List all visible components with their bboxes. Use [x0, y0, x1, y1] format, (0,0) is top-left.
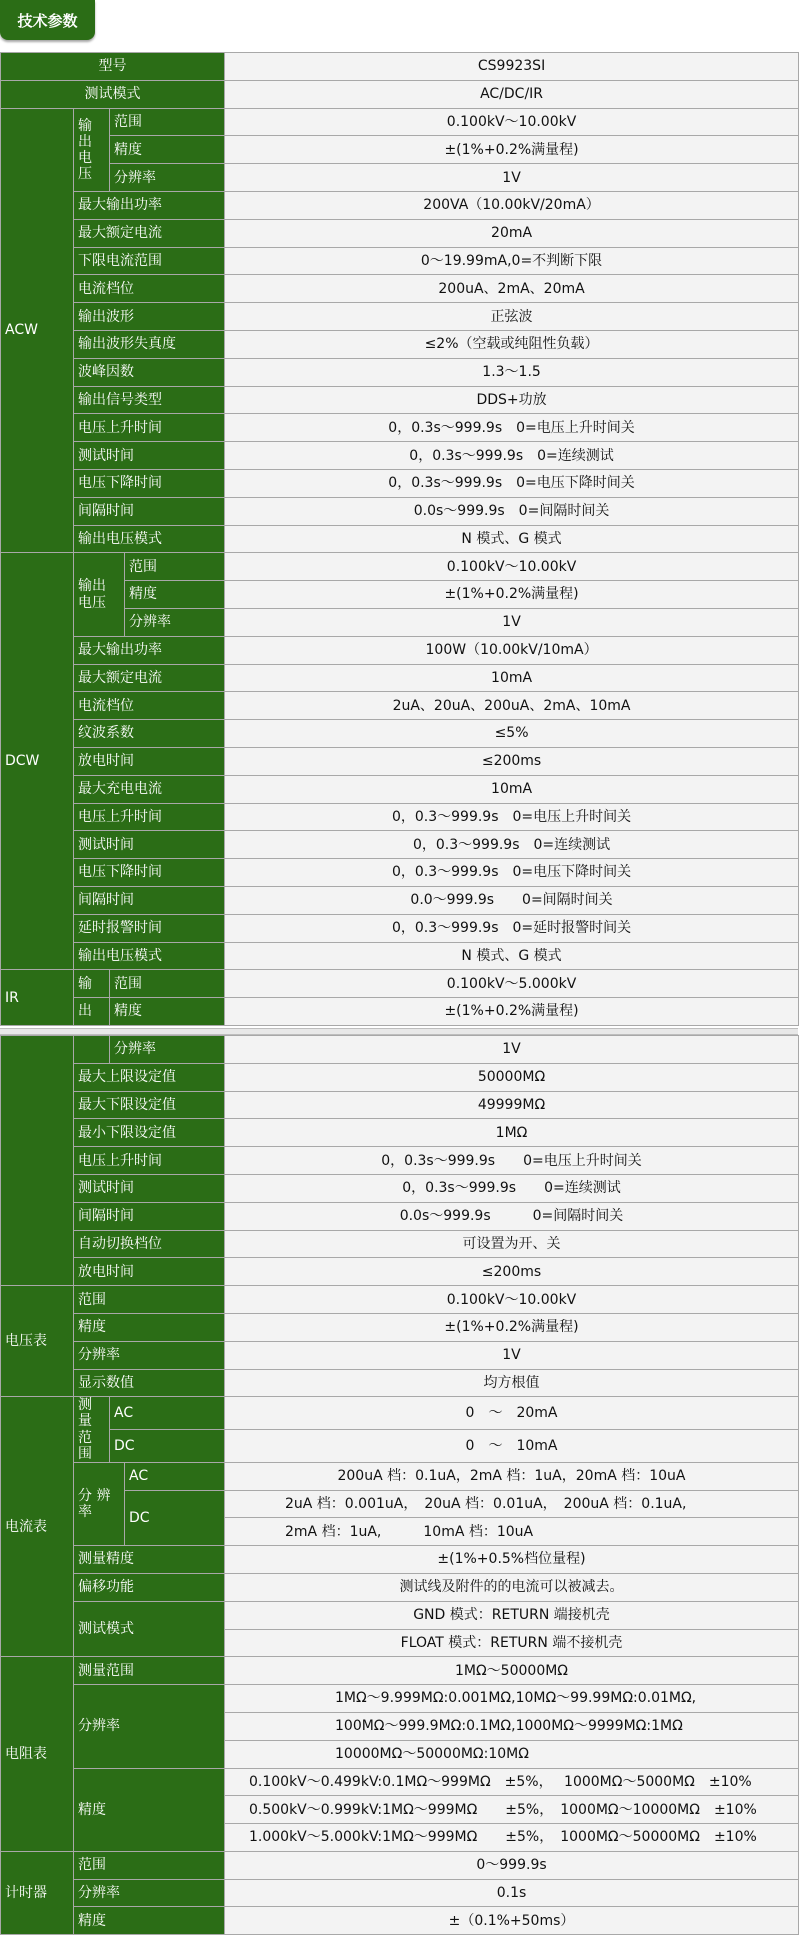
table-row: [1, 164, 799, 192]
acw-param-label: 最大额定电流: [74, 219, 225, 247]
dcw-param-value: ≤5%: [225, 720, 799, 748]
table-row: [1, 775, 799, 803]
voltmeter-param-label: 精度: [74, 1313, 225, 1341]
dcw-param-value: 10mA: [225, 664, 799, 692]
ohmmeter-acc-1: 0.100kV～0.499kV:0.1MΩ～999MΩ ±5%， 1000MΩ～5000MΩ ±10%: [225, 1768, 799, 1796]
ammeter-range-label: 测量 范围: [74, 1397, 110, 1462]
section-title-tab: 技术参数: [0, 0, 95, 40]
acw-param-label: 输出波形失真度: [74, 330, 225, 358]
spec-table-main: [0, 52, 799, 1026]
table-row: [1, 108, 799, 136]
acw-resolution-value: 1V: [225, 164, 799, 192]
dcw-param-label: 电压下降时间: [74, 859, 225, 887]
acw-param-value: 1.3～1.5: [225, 358, 799, 386]
acw-param-value: 0，0.3s～999.9s 0=电压下降时间关: [225, 469, 799, 497]
table-row: [1, 469, 799, 497]
table-row: [1, 1573, 799, 1601]
acw-param-label: 电流档位: [74, 275, 225, 303]
acw-range-label: 范围: [110, 108, 225, 136]
table-row: [1, 1036, 799, 1064]
dcw-param-label: 放电时间: [74, 747, 225, 775]
ir-param-label: 间隔时间: [74, 1202, 225, 1230]
table-row: [1, 970, 799, 998]
test-mode-label: 测试模式: [1, 80, 225, 108]
voltmeter-param-label: 范围: [74, 1286, 225, 1314]
table-row: [1, 1230, 799, 1258]
dcw-param-label: 测试时间: [74, 831, 225, 859]
ammeter-dc-label: DC: [110, 1430, 225, 1463]
acw-param-label: 下限电流范围: [74, 247, 225, 275]
table-row: [1, 886, 799, 914]
dcw-section-label: DCW: [1, 553, 74, 970]
acw-range-value: 0.100kV～10.00kV: [225, 108, 799, 136]
dcw-param-value: 10mA: [225, 775, 799, 803]
ohmmeter-range-value: 1MΩ～50000MΩ: [225, 1657, 799, 1685]
ir-resolution-value: 1V: [225, 1036, 799, 1064]
ir-param-label: 自动切换档位: [74, 1230, 225, 1258]
ir-resolution-label: 分辨率: [110, 1036, 225, 1064]
ohmmeter-acc-2: 0.500kV～0.999kV:1MΩ～999MΩ ±5%， 1000MΩ～10000MΩ ±10%: [225, 1796, 799, 1824]
acw-param-value: 200uA、2mA、20mA: [225, 275, 799, 303]
ammeter-ac-label: AC: [110, 1397, 225, 1430]
timer-param-value: 0～999.9s: [225, 1851, 799, 1879]
dcw-param-value: 0，0.3～999.9s 0=连续测试: [225, 831, 799, 859]
ir-param-label: 电压上升时间: [74, 1147, 225, 1175]
table-row: [1, 1258, 799, 1286]
table-row: [1, 53, 799, 81]
ir-range-value: 0.100kV～5.000kV: [225, 970, 799, 998]
dcw-accuracy-label: 精度: [125, 581, 225, 609]
table-row: [1, 1397, 799, 1430]
dcw-param-value: 0.0～999.9s 0=间隔时间关: [225, 886, 799, 914]
table-row: [1, 914, 799, 942]
voltmeter-param-value: 1V: [225, 1341, 799, 1369]
table-row: [1, 275, 799, 303]
timer-param-value: ±（0.1%+50ms）: [225, 1907, 799, 1935]
ammeter-range-ac-value: 0 ～ 20mA: [225, 1397, 799, 1430]
table-row: [1, 1601, 799, 1629]
dcw-param-value: 0，0.3～999.9s 0=电压上升时间关: [225, 803, 799, 831]
dcw-param-value: 0，0.3～999.9s 0=电压下降时间关: [225, 859, 799, 887]
table-row: [1, 358, 799, 386]
table-row: [1, 136, 799, 164]
acw-param-value: 0，0.3s～999.9s 0=电压上升时间关: [225, 414, 799, 442]
dcw-param-value: 100W（10.00kV/10mA）: [225, 636, 799, 664]
dcw-accuracy-value: ±(1%+0.2%满量程): [225, 581, 799, 609]
dcw-param-label: 最大充电电流: [74, 775, 225, 803]
table-row: [1, 219, 799, 247]
table-row: [1, 747, 799, 775]
table-row: [1, 1147, 799, 1175]
dcw-param-label: 纹波系数: [74, 720, 225, 748]
dcw-param-value: N 模式、G 模式: [225, 942, 799, 970]
ir-param-label: 最大上限设定值: [74, 1063, 225, 1091]
timer-param-label: 精度: [74, 1907, 225, 1935]
dcw-resolution-value: 1V: [225, 608, 799, 636]
table-row: [1, 303, 799, 331]
dcw-param-value: 0，0.3～999.9s 0=延时报警时间关: [225, 914, 799, 942]
ir-param-value: 0.0s～999.9s 0=间隔时间关: [225, 1202, 799, 1230]
table-row: [1, 1907, 799, 1935]
ammeter-accuracy-label: 测量精度: [74, 1546, 225, 1574]
table-row: [1, 525, 799, 553]
table-row: [1, 1341, 799, 1369]
table-row: [1, 1462, 799, 1490]
voltmeter-param-label: 显示数值: [74, 1369, 225, 1397]
ohmmeter-acc-3: 1.000kV～5.000kV:1MΩ～999MΩ ±5%， 1000MΩ～50000MΩ ±10%: [225, 1824, 799, 1852]
acw-param-label: 输出信号类型: [74, 386, 225, 414]
ir-param-label: 最大下限设定值: [74, 1091, 225, 1119]
table-row: [1, 553, 799, 581]
table-row: [1, 1174, 799, 1202]
table-row: [1, 859, 799, 887]
ammeter-offset-value: 测试线及附件的的电流可以被减去。: [225, 1573, 799, 1601]
table-row: [1, 1851, 799, 1879]
ir-param-value: 1MΩ: [225, 1119, 799, 1147]
ir-param-label: 测试时间: [74, 1174, 225, 1202]
table-row: [1, 1546, 799, 1574]
table-row: [1, 831, 799, 859]
ir-param-value: 49999MΩ: [225, 1091, 799, 1119]
ir-output-label-2: 出: [74, 998, 110, 1026]
table-row: [1, 1286, 799, 1314]
table-row: [1, 1430, 799, 1463]
voltmeter-section-label: 电压表: [1, 1286, 74, 1397]
acw-param-label: 间隔时间: [74, 497, 225, 525]
timer-param-value: 0.1s: [225, 1879, 799, 1907]
ammeter-res-dc-label: DC: [125, 1490, 225, 1546]
table-row: [1, 1768, 799, 1796]
ammeter-offset-label: 偏移功能: [74, 1573, 225, 1601]
ir-param-label: 放电时间: [74, 1258, 225, 1286]
table-row: [1, 330, 799, 358]
ammeter-res-ac-value: 200uA 档：0.1uA，2mA 档：1uA，20mA 档：10uA: [225, 1462, 799, 1490]
table-row: [1, 942, 799, 970]
acw-param-value: 0～19.99mA,0=不判断下限: [225, 247, 799, 275]
ir-param-label: 最小下限设定值: [74, 1119, 225, 1147]
ir-section-continued: [1, 1036, 74, 1286]
ammeter-mode-value-1: GND 模式：RETURN 端接机壳: [225, 1601, 799, 1629]
table-row: [1, 1313, 799, 1341]
acw-param-label: 电压下降时间: [74, 469, 225, 497]
ir-accuracy-value: ±(1%+0.2%满量程): [225, 998, 799, 1026]
acw-param-label: 波峰因数: [74, 358, 225, 386]
table-row: [1, 1369, 799, 1397]
ir-accuracy-label: 精度: [110, 998, 225, 1026]
ir-output-label-1: 输: [74, 970, 110, 998]
voltmeter-param-value: 均方根值: [225, 1369, 799, 1397]
ir-section-label: IR: [1, 970, 74, 1026]
table-row: [1, 636, 799, 664]
ammeter-res-dc-value-1: 2uA 档：0.001uA， 20uA 档：0.01uA， 200uA 档：0.1uA,: [225, 1490, 799, 1518]
timer-param-label: 范围: [74, 1851, 225, 1879]
dcw-param-label: 间隔时间: [74, 886, 225, 914]
table-row: [1, 1685, 799, 1713]
dcw-range-value: 0.100kV～10.00kV: [225, 553, 799, 581]
acw-param-label: 输出电压模式: [74, 525, 225, 553]
acw-param-value: N 模式、G 模式: [225, 525, 799, 553]
table-row: [1, 692, 799, 720]
acw-param-label: 测试时间: [74, 442, 225, 470]
ammeter-res-ac-label: AC: [125, 1462, 225, 1490]
table-row: [1, 80, 799, 108]
ohmmeter-res-1: 1MΩ～9.999MΩ:0.001MΩ,10MΩ～99.99MΩ:0.01MΩ,: [225, 1685, 799, 1713]
dcw-param-label: 最大输出功率: [74, 636, 225, 664]
ir-output-label-spacer: [74, 1036, 110, 1064]
table-row: [1, 442, 799, 470]
dcw-range-label: 范围: [125, 553, 225, 581]
acw-param-label: 电压上升时间: [74, 414, 225, 442]
table-row: [1, 803, 799, 831]
ammeter-mode-label: 测试模式: [74, 1601, 225, 1657]
table-row: [1, 1879, 799, 1907]
dcw-resolution-label: 分辨率: [125, 608, 225, 636]
acw-param-value: 正弦波: [225, 303, 799, 331]
model-label: 型号: [1, 53, 225, 81]
dcw-param-value: 2uA、20uA、200uA、2mA、10mA: [225, 692, 799, 720]
spec-table-continued: [0, 1035, 799, 1935]
voltmeter-param-value: ±(1%+0.2%满量程): [225, 1313, 799, 1341]
dcw-param-label: 最大额定电流: [74, 664, 225, 692]
ir-param-value: ≤200ms: [225, 1258, 799, 1286]
table-row: [1, 998, 799, 1026]
ohmmeter-res-label: 分辨率: [74, 1685, 225, 1768]
acw-param-value: 20mA: [225, 219, 799, 247]
ohmmeter-res-2: 100MΩ～999.9MΩ:0.1MΩ,1000MΩ～9999MΩ:1MΩ: [225, 1712, 799, 1740]
ir-param-value: 0，0.3s～999.9s 0=连续测试: [225, 1174, 799, 1202]
ir-param-value: 50000MΩ: [225, 1063, 799, 1091]
ammeter-res-dc-value-2: 2mA 档：1uA, 10mA 档：10uA: [225, 1518, 799, 1546]
acw-param-label: 输出波形: [74, 303, 225, 331]
table-row: [1, 1119, 799, 1147]
table-row: [1, 1063, 799, 1091]
model-value: CS9923SI: [225, 53, 799, 81]
table-row: [1, 1091, 799, 1119]
acw-param-value: DDS+功放: [225, 386, 799, 414]
ammeter-mode-value-2: FLOAT 模式：RETURN 端不接机壳: [225, 1629, 799, 1657]
acw-output-voltage-label: 输出 电压: [74, 108, 110, 191]
test-mode-value: AC/DC/IR: [225, 80, 799, 108]
table-row: [1, 247, 799, 275]
voltmeter-param-value: 0.100kV～10.00kV: [225, 1286, 799, 1314]
acw-section-label: ACW: [1, 108, 74, 553]
table-row: [1, 1202, 799, 1230]
ir-range-label: 范围: [110, 970, 225, 998]
dcw-output-voltage-label: 输出 电压: [74, 553, 125, 636]
ohmmeter-range-label: 测量范围: [74, 1657, 225, 1685]
voltmeter-param-label: 分辨率: [74, 1341, 225, 1369]
table-row: [1, 497, 799, 525]
acw-param-value: 200VA（10.00kV/20mA）: [225, 191, 799, 219]
ir-param-value: 0，0.3s～999.9s 0=电压上升时间关: [225, 1147, 799, 1175]
dcw-param-label: 延时报警时间: [74, 914, 225, 942]
table-row: [1, 191, 799, 219]
acw-accuracy-label: 精度: [110, 136, 225, 164]
acw-accuracy-value: ±(1%+0.2%满量程): [225, 136, 799, 164]
table-row: [1, 664, 799, 692]
timer-param-label: 分辨率: [74, 1879, 225, 1907]
ohmmeter-acc-label: 精度: [74, 1768, 225, 1851]
table-row: [1, 1657, 799, 1685]
ammeter-accuracy-value: ±(1%+0.5%档位量程): [225, 1546, 799, 1574]
ir-param-value: 可设置为开、关: [225, 1230, 799, 1258]
table-row: [1, 414, 799, 442]
acw-resolution-label: 分辨率: [110, 164, 225, 192]
ammeter-range-dc-value: 0 ～ 10mA: [225, 1430, 799, 1463]
ohmmeter-res-3: 10000MΩ～50000MΩ:10MΩ: [225, 1740, 799, 1768]
acw-param-label: 最大输出功率: [74, 191, 225, 219]
timer-section-label: 计时器: [1, 1851, 74, 1934]
dcw-param-label: 电流档位: [74, 692, 225, 720]
table-row: [1, 720, 799, 748]
ammeter-section-label: 电流表: [1, 1397, 74, 1657]
acw-param-value: ≤2%（空载或纯阻性负载）: [225, 330, 799, 358]
dcw-param-label: 电压上升时间: [74, 803, 225, 831]
dcw-param-label: 输出电压模式: [74, 942, 225, 970]
dcw-param-value: ≤200ms: [225, 747, 799, 775]
ohmmeter-section-label: 电阻表: [1, 1657, 74, 1852]
page-break-strip: [0, 1028, 798, 1035]
acw-param-value: 0.0s～999.9s 0=间隔时间关: [225, 497, 799, 525]
table-row: [1, 386, 799, 414]
ammeter-resolution-label: 分 辨 率: [74, 1462, 125, 1545]
acw-param-value: 0，0.3s～999.9s 0=连续测试: [225, 442, 799, 470]
